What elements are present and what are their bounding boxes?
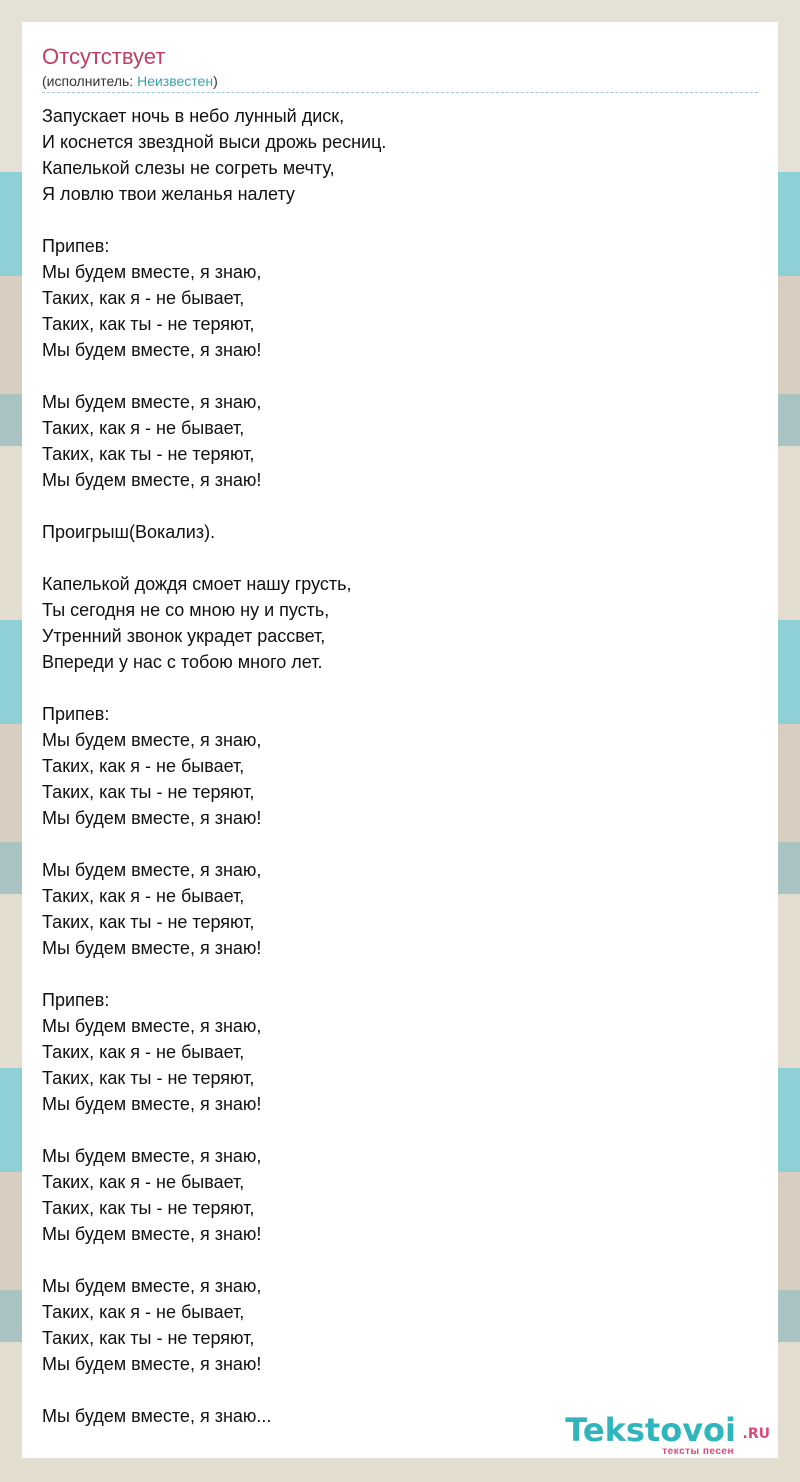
artist-suffix: ) [213,73,218,89]
logo-tagline: тексты песен [662,1446,734,1457]
lyrics-card [22,22,778,1458]
lyrics-text: Запускает ночь в небо лунный диск, И коснется звездной выси дрожь ресниц. Капелькой слезы не согреть мечту, Я ловлю твои желанья налету Припев: Мы будем вместе, я знаю, Таких, как я - не бывает, Таких, как ты - не теряют, Мы будем вместе, я знаю! Мы будем вместе, я знаю, Таких, как я - не бывает, Таких, как ты - не теряют, Мы будем вместе, я знаю! Проигрыш(Вокализ). Капелькой дождя смоет нашу грусть, Ты сегодня не со мною ну и пусть, Утренний звонок украдет рассвет, Впереди у нас с тобою много лет. Припев: Мы будем вместе, я знаю, Таких, как я - не бывает, Таких, как ты - не теряют, Мы будем вместе, я знаю! Мы будем вместе, я знаю, Таких, как я - не бывает, Таких, как ты - не теряют, Мы будем вместе, я знаю! Припев: Мы будем вместе, я знаю, Таких, как я - не бывает, Таких, как ты - не теряют, Мы будем вместе, я знаю! Мы будем вместе, я знаю, Таких, как я - не бывает, Таких, как ты - не теряют, Мы будем вместе, я знаю! Мы будем вместе, я знаю, Таких, как я - не бывает, Таких, как ты - не теряют, Мы будем вместе, я знаю! Мы будем вместе, я знаю... [42,106,387,1426]
artist-line [42,72,758,93]
site-logo[interactable] [565,1411,770,1457]
logo-name: Tekstovoi [565,1411,736,1449]
artist-prefix: (исполнитель: [42,73,138,89]
song-title: Отсутствует [42,44,166,69]
artist-link[interactable]: Неизвестен [137,73,214,89]
logo-tld: .RU [742,1426,770,1442]
